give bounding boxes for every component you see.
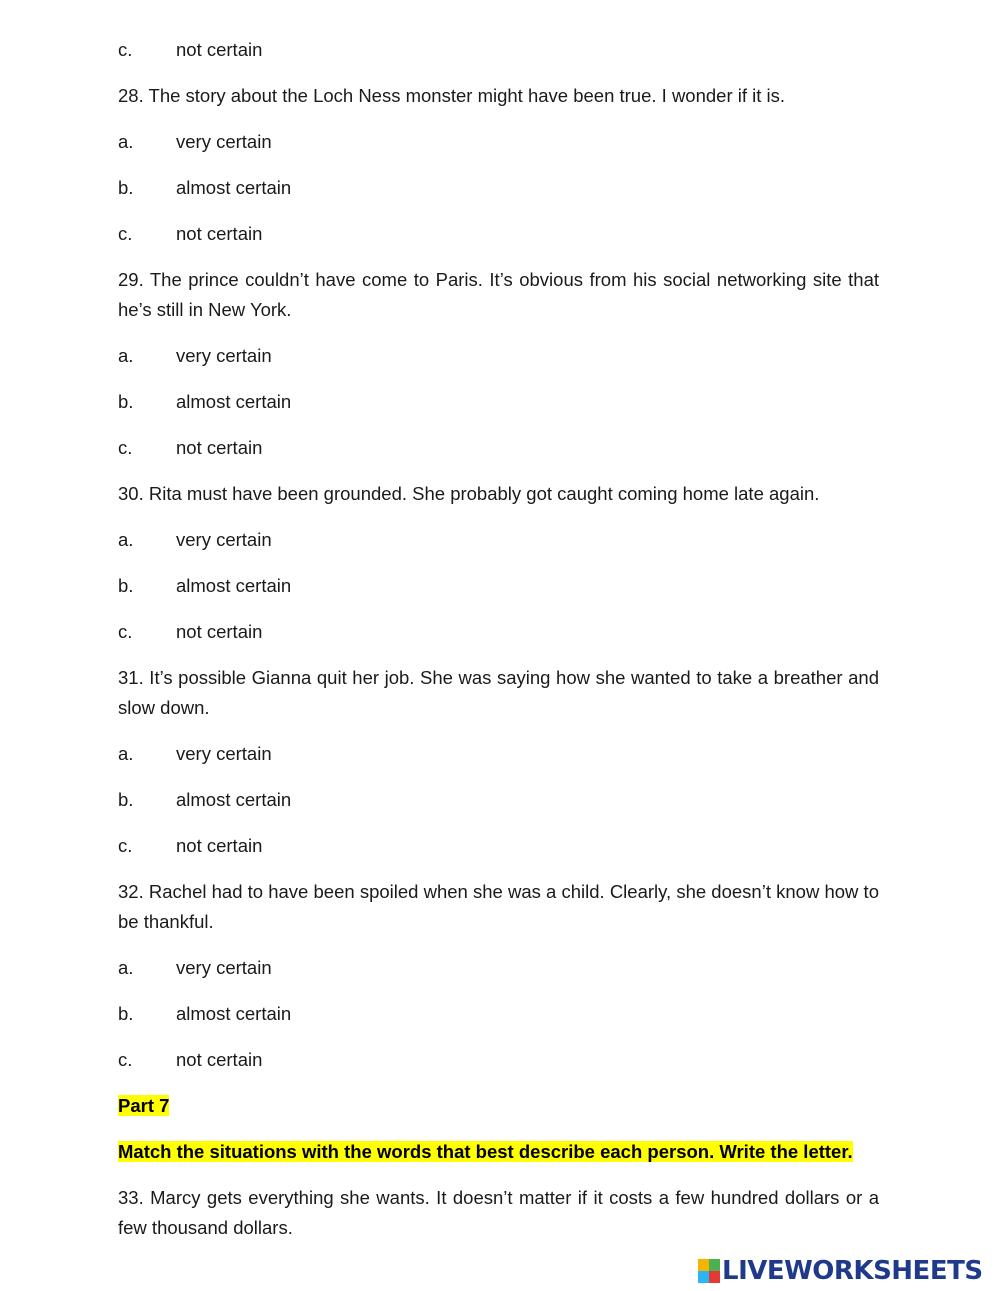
question-32: 32. Rachel had to have been spoiled when she was a child. Clearly, she doesn’t know how to be thankful.	[118, 881, 879, 932]
option-letter: c.	[118, 437, 133, 458]
option-text: not certain	[176, 835, 263, 856]
question-28: 28. The story about the Loch Ness monster might have been true. I wonder if it is.	[118, 85, 786, 106]
option-text: almost certain	[176, 789, 292, 810]
logo-mark-icon	[698, 1259, 720, 1283]
option-letter: c.	[118, 1049, 133, 1070]
option-letter: c.	[118, 835, 133, 856]
option-text: not certain	[176, 1049, 263, 1070]
option-letter: b.	[118, 177, 134, 198]
option-text: not certain	[176, 621, 263, 642]
option-text: very certain	[176, 743, 272, 764]
option-text: not certain	[176, 223, 263, 244]
option-letter: c.	[118, 39, 133, 60]
liveworksheets-logo	[698, 1257, 983, 1285]
option-text: almost certain	[176, 1003, 292, 1024]
option-text: very certain	[176, 957, 272, 978]
option-text: not certain	[176, 39, 263, 60]
part-heading: Part 7	[118, 1095, 170, 1116]
option-text: very certain	[176, 131, 272, 152]
option-letter: a.	[118, 957, 134, 978]
option-text: almost certain	[176, 575, 292, 596]
option-letter: c.	[118, 223, 133, 244]
option-letter: b.	[118, 575, 134, 596]
option-text: very certain	[176, 529, 272, 550]
question-33: 33. Marcy gets everything she wants. It doesn’t matter if it costs a few hundred dollars or a few thousand dollars.	[118, 1187, 879, 1238]
question-31: 31. It’s possible Gianna quit her job. She was saying how she wanted to take a breather and slow down.	[118, 667, 879, 718]
option-letter: a.	[118, 345, 134, 366]
option-letter: a.	[118, 131, 134, 152]
option-letter: b.	[118, 1003, 134, 1024]
option-letter: b.	[118, 789, 134, 810]
logo-text: LIVEWORKSHEETS	[722, 1256, 983, 1286]
option-letter: b.	[118, 391, 134, 412]
question-30: 30. Rita must have been grounded. She probably got caught coming home late again.	[118, 483, 820, 504]
option-letter: c.	[118, 621, 133, 642]
option-letter: a.	[118, 743, 134, 764]
instructions-heading: Match the situations with the words that best describe each person. Write the letter.	[118, 1141, 853, 1162]
option-text: not certain	[176, 437, 263, 458]
option-text: very certain	[176, 345, 272, 366]
option-text: almost certain	[176, 391, 292, 412]
option-letter: a.	[118, 529, 134, 550]
option-text: almost certain	[176, 177, 292, 198]
question-29: 29. The prince couldn’t have come to Paris. It’s obvious from his social networking site that he’s still in New York.	[118, 269, 879, 320]
